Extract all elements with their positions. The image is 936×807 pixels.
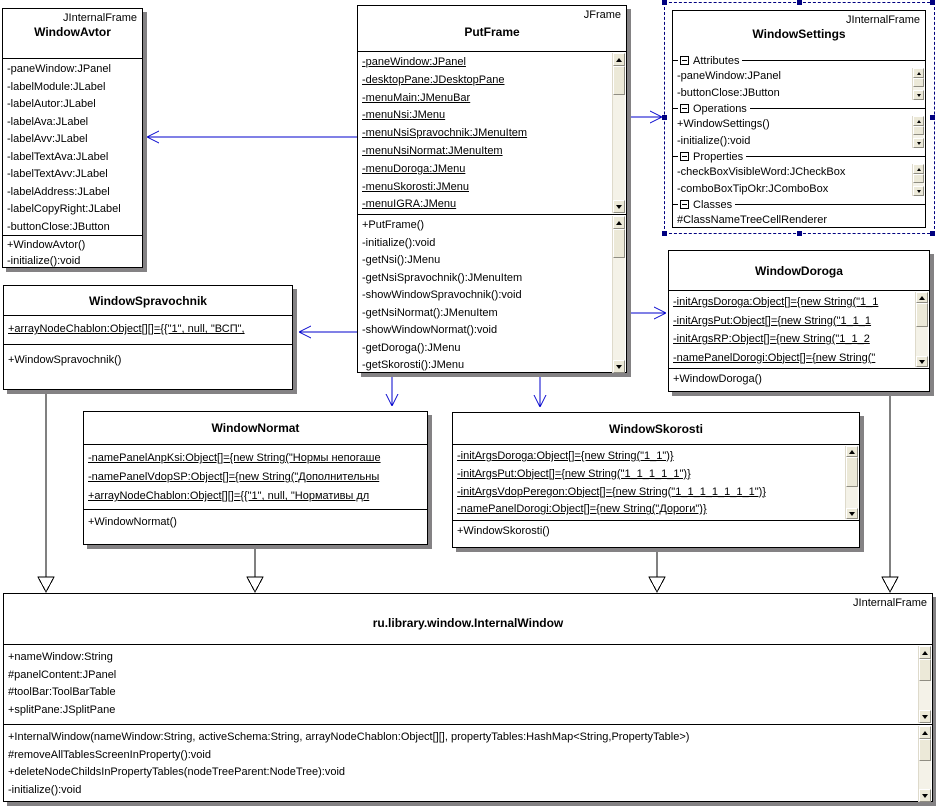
divider [673,156,678,157]
class-name: WindowSettings [752,27,846,41]
attribute-row[interactable]: -checkBoxVisibleWord:JCheckBox [677,166,846,178]
triangle-down-icon [616,205,622,209]
attribute-row[interactable]: -namePanelAnpKsi:Object[]={new String("Нормы непогаше [88,452,381,464]
selection-handle-ne[interactable] [930,0,935,5]
triangle-up-icon [917,168,921,171]
attribute-row[interactable]: -initArgsDoroga:Object[]={new String("1_1")} [457,450,674,462]
method-row[interactable]: +WindowDoroga() [673,373,762,385]
triangle-up-icon [917,72,921,75]
attribute-row[interactable]: -labelTextAvv:JLabel [7,168,108,180]
attribute-row[interactable]: -labelTextAva:JLabel [7,150,109,163]
triangle-down-icon [616,365,622,369]
attribute-row[interactable]: +splitPane:JSplitPane [8,703,116,716]
scrollbar[interactable] [612,216,625,373]
method-row[interactable]: -showWindowNormat():void [362,324,498,336]
methods-section [84,509,427,546]
scroll-down-button[interactable] [913,186,924,196]
attribute-row[interactable]: -comboBoxTipOkr:JComboBox [677,182,829,195]
class-box-windownormat[interactable] [83,411,428,545]
generalization-arrow-windowskorosti-internalwindow[interactable] [649,548,665,592]
attribute-row[interactable]: -menuDoroga:JMenu [362,162,466,175]
class-box-windowdoroga[interactable] [668,250,930,392]
attribute-row[interactable]: -labelAddress:JLabel [7,185,110,198]
attribute-row[interactable]: -menuNsiSpravochnik:JMenuItem [362,127,528,140]
collapse-icon[interactable] [680,152,689,161]
method-row[interactable]: -initialize():void [362,236,436,249]
attribute-row[interactable]: -menuMain:JMenuBar [362,91,471,104]
attribute-row[interactable]: #panelContent:JPanel [8,668,117,681]
triangle-down-icon [922,715,928,719]
attribute-row[interactable]: -initArgsDoroga:Object[]={new String("1_1 [673,296,879,308]
scroll-down-button[interactable] [913,138,924,148]
scroll-up-button[interactable] [613,53,625,66]
scroll-down-button[interactable] [919,789,931,802]
class-header [358,6,626,51]
divider [735,204,925,205]
method-row[interactable]: -getSkorosti():JMenu [362,359,465,371]
dependency-arrow-putframe-windowspravochnik[interactable] [299,326,357,338]
dependency-arrow-putframe-windowavtor[interactable] [147,131,357,143]
attribute-row[interactable]: +arrayNodeChablon:Object[][]={{"1", null, "Нормативы дл [88,490,370,502]
triangle-down-icon [917,94,921,97]
attribute-row[interactable]: -menuNsiNormat:JMenuItem [362,144,503,157]
generalization-arrow-windowspravochnik-internalwindow[interactable] [38,390,54,592]
attribute-row[interactable]: -labelAutor:JLabel [7,98,96,110]
scrollbar[interactable] [918,646,931,723]
scroll-up-button[interactable] [919,726,931,739]
class-stereotype: JFrame [583,9,621,21]
selection-handle-sw[interactable] [662,231,667,236]
class-box-windowsettings[interactable] [672,10,926,228]
class-name: WindowAvtor [34,25,111,39]
scroll-down-button[interactable] [613,200,625,213]
scrollbar[interactable] [915,292,928,367]
method-row[interactable]: -getNsi():JMenu [362,254,441,266]
scroll-up-button[interactable] [613,216,625,229]
scrollbar[interactable] [912,116,924,148]
class-header [4,286,292,315]
scrollbar[interactable] [918,726,931,802]
scroll-thumb[interactable] [916,303,928,327]
scroll-up-button[interactable] [913,116,924,126]
compartment-label: Classes [693,198,733,211]
scrollbar[interactable] [912,164,924,196]
scroll-thumb[interactable] [613,66,625,95]
scroll-thumb[interactable] [846,457,858,487]
dependency-arrow-putframe-windowskorosti[interactable] [534,373,546,407]
compartment-label: Operations [693,102,747,115]
dependency-arrow-putframe-windowsettings[interactable] [627,111,662,123]
class-header [4,594,932,644]
method-row[interactable]: -getNsiSpravochnik():JMenuItem [362,271,523,284]
scroll-down-button[interactable] [613,360,625,373]
method-row[interactable]: -showWindowSpravochnik():void [362,289,522,301]
class-name: WindowDoroga [755,263,843,278]
dependency-arrow-putframe-windownormat[interactable] [386,373,398,406]
scrollbar[interactable] [912,68,924,100]
triangle-down-icon [922,794,928,798]
divider [742,60,925,61]
attribute-row[interactable]: -namePanelDorogi:Object[]={new String(" [673,351,876,364]
classes-section [673,212,925,229]
methods-section [4,724,932,803]
scroll-thumb[interactable] [919,739,931,761]
attribute-row[interactable]: -desktopPane:JDesktopPane [362,73,505,86]
attribute-row[interactable]: -labelCopyRight:JLabel [7,203,121,215]
attribute-row[interactable]: -namePanelDorogi:Object[]={new String("Дороги")} [457,503,707,516]
scroll-thumb[interactable] [913,126,924,135]
scroll-up-button[interactable] [913,68,924,78]
attribute-row[interactable]: +nameWindow:String [8,651,113,663]
scroll-thumb[interactable] [613,229,625,258]
class-stereotype: JInternalFrame [853,597,927,609]
compartment-header-properties [673,149,925,164]
class-row[interactable]: #ClassNameTreeCellRenderer [677,214,827,226]
compartment-header-attributes [673,53,925,68]
class-box-windowspravochnik[interactable] [3,285,293,390]
triangle-up-icon [616,58,622,62]
class-header [3,9,142,58]
attribute-row[interactable]: -initArgsPut:Object[]={new String("1_1_1 [673,314,872,327]
triangle-up-icon [922,731,928,735]
divider [673,108,678,109]
method-row[interactable]: -getDoroga():JMenu [362,341,461,354]
class-stereotype: JInternalFrame [846,14,920,26]
compartment-header-operations [673,101,925,116]
triangle-down-icon [919,360,925,364]
scrollbar[interactable] [845,446,858,519]
method-row[interactable]: -getNsiNormat():JMenuItem [362,306,498,319]
methods-section [669,368,929,393]
attribute-row[interactable]: -buttonClose:JButton [7,220,110,233]
method-row[interactable]: -initialize():void [677,134,751,147]
divider [750,108,925,109]
compartment-label: Properties [693,150,744,163]
generalization-arrow-windowdoroga-internalwindow[interactable] [882,392,898,592]
method-row[interactable]: +WindowSettings() [677,118,770,130]
scroll-up-button[interactable] [916,292,928,303]
triangle-up-icon [919,296,925,300]
attribute-row[interactable]: -buttonClose:JButton [677,86,780,99]
scroll-up-button[interactable] [919,646,931,659]
methods-section [358,214,626,374]
attributes-section [358,51,626,214]
method-row[interactable]: #removeAllTablesScreenInProperty():void [8,748,211,761]
triangle-down-icon [849,512,855,516]
attributes-section [4,315,292,344]
divider [673,204,678,205]
collapse-icon[interactable] [680,200,689,209]
attribute-row[interactable]: -menuIGRA:JMenu [362,198,457,211]
method-row[interactable]: -initialize():void [7,255,81,267]
collapse-icon[interactable] [680,56,689,65]
scroll-down-button[interactable] [919,710,931,723]
method-row[interactable]: +PutFrame() [362,219,425,231]
scroll-up-button[interactable] [846,446,858,457]
method-row[interactable]: +InternalWindow(nameWindow:String, activeSchema:String, arrayNodeChablon:Object[][], propertyTables:HashMap<String,PropertyTable>) [8,731,690,743]
methods-section [453,520,859,549]
attribute-row[interactable]: -namePanelVdopSP:Object[]={new String("Дополнительны [88,471,380,483]
method-row[interactable]: +WindowSkorosti() [457,525,550,537]
triangle-down-icon [917,190,921,193]
attribute-row[interactable]: -menuNsi:JMenu [362,109,446,122]
attribute-row[interactable]: -menuSkorosti:JMenu [362,180,469,193]
generalization-arrow-windownormat-internalwindow[interactable] [247,545,263,592]
attributes-section [669,290,929,368]
scroll-thumb[interactable] [913,174,924,183]
method-row[interactable]: +WindowNormat() [88,516,177,528]
properties-section [673,164,925,197]
scroll-down-button[interactable] [913,90,924,100]
attribute-row[interactable]: +arrayNodeChablon:Object[][]={{"1", null, "ВСП", [8,323,245,335]
selection-handle-nw[interactable] [662,0,667,5]
selection-handle-w[interactable] [662,115,667,120]
class-name: WindowNormat [211,421,300,435]
method-row[interactable]: +WindowAvtor() [7,239,86,251]
class-name: WindowSpravochnik [89,293,207,308]
attribute-row[interactable]: #toolBar:ToolBarTable [8,686,116,698]
triangle-up-icon [616,221,622,225]
method-row[interactable]: +WindowSpravochnik() [8,354,122,366]
attribute-row[interactable]: -initArgsRP:Object[]={new String("1_1_2 [673,333,870,345]
attributes-section [4,644,932,724]
attributes-section [673,68,925,101]
methods-section [4,344,292,391]
attribute-row[interactable]: -initArgsVdopPeregon:Object[]={new String("1_1_1_1_1_1_1")} [457,485,766,498]
attribute-row[interactable]: -labelAva:JLabel [7,115,89,128]
class-name: WindowSkorosti [609,421,703,436]
class-box-putframe[interactable] [357,5,627,373]
attributes-section [453,444,859,520]
method-row[interactable]: -initialize():void [8,783,82,796]
dependency-arrow-putframe-windowdoroga[interactable] [627,307,666,319]
scroll-down-button[interactable] [916,356,928,367]
attribute-row[interactable]: -labelAvv:JLabel [7,133,88,145]
triangle-up-icon [922,651,928,655]
class-box-window-avtor[interactable] [2,8,143,268]
methods-section [3,235,142,267]
divider [673,60,678,61]
selection-handle-se[interactable] [930,231,935,236]
class-header [84,412,427,444]
class-header [453,413,859,444]
method-row[interactable]: +deleteNodeChildsInPropertyTables(nodeTreeParent:NodeTree):void [8,766,346,778]
selection-handle-e[interactable] [930,115,935,120]
attribute-row[interactable]: -labelModule:JLabel [7,80,106,93]
collapse-icon[interactable] [680,104,689,113]
attribute-row[interactable]: -paneWindow:JPanel [7,63,111,75]
attribute-row[interactable]: -initArgsPut:Object[]={new String("1_1_1_1_1")} [457,467,691,480]
attributes-section [84,444,427,509]
class-name: PutFrame [464,25,520,39]
class-stereotype: JInternalFrame [63,12,137,24]
attribute-row[interactable]: -paneWindow:JPanel [677,70,781,82]
scroll-up-button[interactable] [913,164,924,174]
triangle-down-icon [917,142,921,145]
selection-handle-n[interactable] [797,0,802,5]
scroll-thumb[interactable] [919,659,931,681]
compartment-label: Attributes [693,54,740,67]
attributes-section [3,58,142,235]
class-box-internalwindow[interactable] [3,593,933,802]
compartment-header-classes [673,197,925,212]
scroll-thumb[interactable] [913,78,924,87]
class-header [673,11,925,53]
class-header [669,251,929,290]
scrollbar[interactable] [612,53,625,213]
class-box-windowskorosti[interactable] [452,412,860,548]
attribute-row[interactable]: -paneWindow:JPanel [362,56,466,68]
divider [746,156,925,157]
selection-handle-s[interactable] [797,231,802,236]
triangle-up-icon [849,450,855,454]
triangle-up-icon [917,120,921,123]
scroll-down-button[interactable] [846,508,858,519]
operations-section [673,116,925,149]
class-name: ru.library.window.InternalWindow [372,616,564,630]
